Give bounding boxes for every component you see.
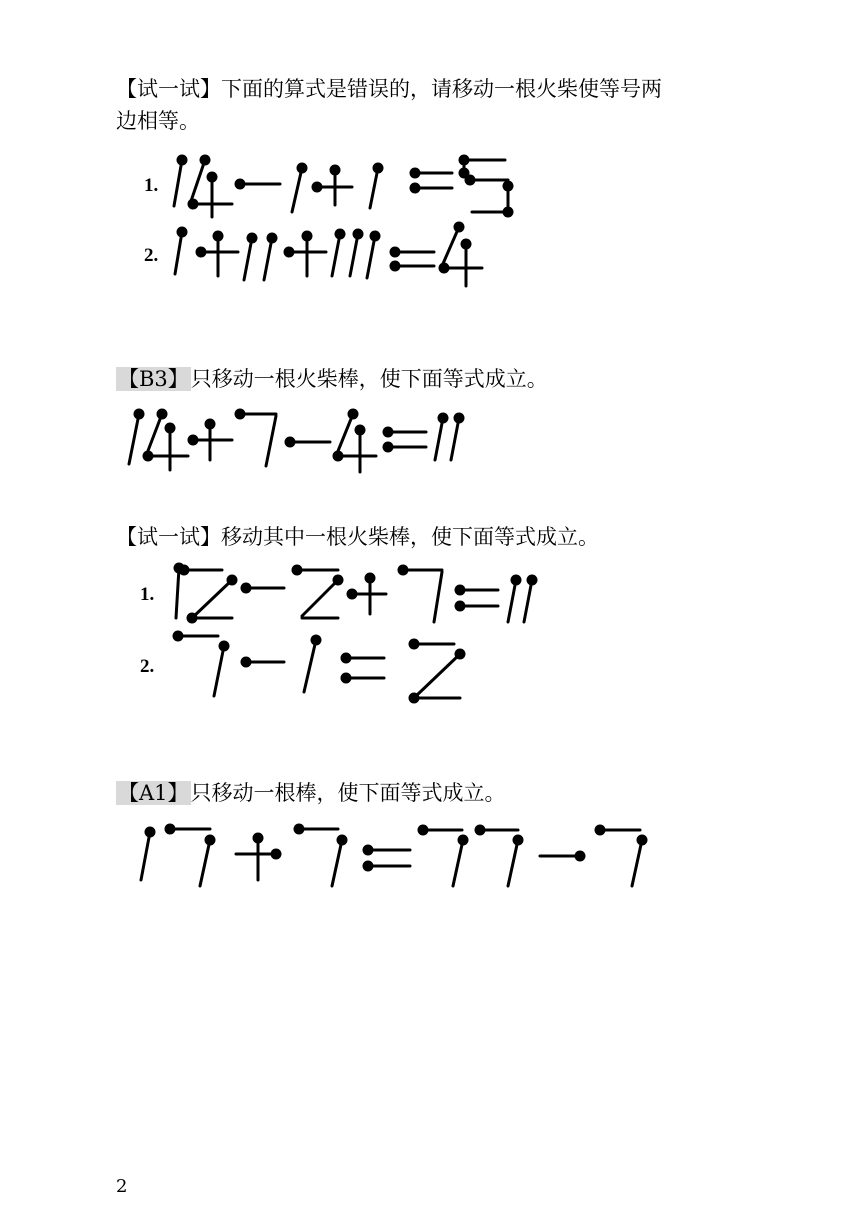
- puzzle-label-3: 1.: [140, 584, 155, 605]
- section-2-text: 只移动一根火柴棒，使下面等式成立。: [190, 367, 548, 391]
- matchstick-equation-2: [175, 222, 482, 287]
- puzzle-label-2: 2.: [144, 245, 159, 266]
- section-1-line-2: 边相等。: [116, 109, 200, 133]
- section-tag: 【B3】: [118, 367, 189, 391]
- matchstick-equation-1: [174, 155, 514, 218]
- section-4-text: 只移动一根棒，使下面等式成立。: [190, 781, 506, 805]
- matchstick-equation-4: [173, 631, 466, 704]
- section-1-line-1: 【试一试】下面的算式是错误的，请移动一根火柴使等号两: [116, 77, 662, 101]
- matchstick-equation-b3: [129, 409, 465, 473]
- section-3-heading: 【试一试】移动其中一根火柴棒，使下面等式成立。: [116, 525, 599, 549]
- page-number: 2: [116, 1176, 128, 1197]
- puzzle-label-1: 1.: [144, 175, 159, 196]
- section-tag: 【A1】: [118, 781, 189, 805]
- puzzle-label-4: 2.: [140, 656, 155, 677]
- matchstick-equation-3: [174, 563, 538, 624]
- matchstick-equation-a1: [141, 824, 648, 887]
